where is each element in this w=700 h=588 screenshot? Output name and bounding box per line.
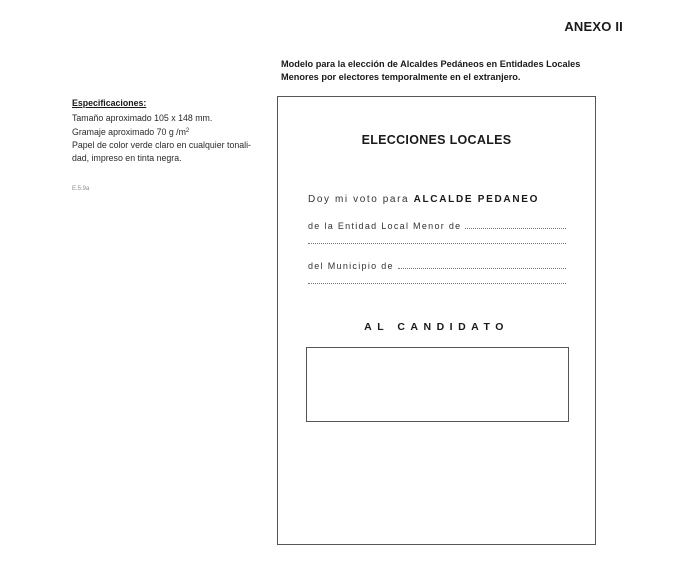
municipio-fill-dots (398, 261, 566, 269)
vote-prefix: Doy mi voto para (308, 194, 410, 205)
candidate-label: AL CANDIDATO (364, 321, 509, 333)
candidate-name-box[interactable] (306, 347, 569, 422)
entity-label: de la Entidad Local Menor de (308, 221, 462, 231)
municipio-line (308, 261, 566, 271)
entity-fill-dots-line-2 (308, 243, 566, 244)
document-code: E.5.9a (72, 186, 90, 192)
vote-office: ALCALDE PEDANEO (413, 194, 540, 205)
municipio-label: del Municipio de (308, 261, 394, 271)
spec-paper-line-2: dad, impreso en tinta negra. (72, 153, 182, 163)
model-title: Modelo para la elección de Alcaldes Pedáneos en Entidades Locales Menores por electores temporalmente en el extranjero. (281, 59, 581, 82)
spec-weight (72, 125, 277, 139)
vote-line (308, 194, 539, 205)
spec-weight-text: Gramaje aproximado 70 g /m (72, 127, 186, 137)
ballot-title: ELECCIONES LOCALES (361, 133, 512, 147)
spec-size: Tamaño aproximado 105 x 148 mm. (72, 113, 213, 123)
annex-label: ANEXO II (564, 19, 623, 34)
spec-weight-sup: 2 (185, 128, 190, 134)
entity-fill-dots (465, 221, 566, 229)
specifications-block (72, 97, 277, 165)
entity-line (308, 221, 566, 231)
specifications-heading: Especificaciones: (72, 98, 147, 108)
ballot-card (277, 96, 596, 545)
municipio-fill-dots-line-2 (308, 283, 566, 284)
spec-paper-line-1: Papel de color verde claro en cualquier tonali- (72, 140, 251, 150)
